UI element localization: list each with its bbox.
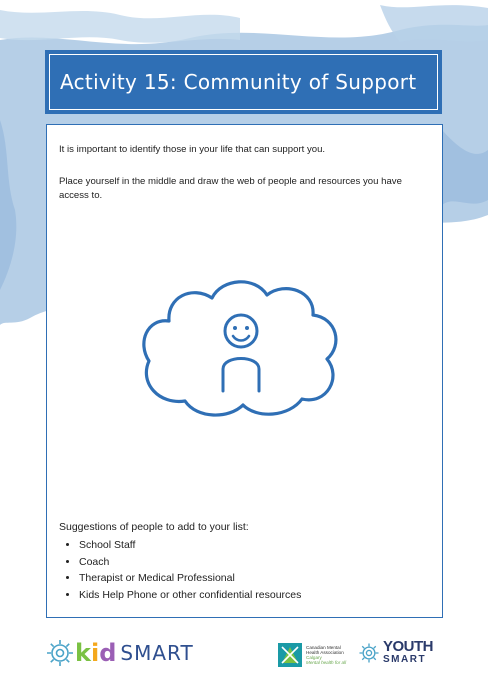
cmha-text-block [306,645,366,666]
activity-box [46,124,443,618]
cmha-logo [278,643,366,667]
cmha-name-line1: Canadian Mental [306,644,341,650]
list-item: • Coach [79,554,301,571]
list-item: • Kids Help Phone or other confidential resources [79,587,301,604]
youthsmart-line2: SMART [383,654,427,665]
list-item: • School Staff [79,537,301,554]
suggestions-heading: Suggestions of people to add to your list: [59,521,249,533]
kidsmart-logo [45,638,194,668]
youthsmart-wordmark [383,640,433,666]
gear-icon [45,638,75,668]
cloud-with-person-icon [137,273,342,423]
instruction-text: Place yourself in the middle and draw the web of people and resources you have access to. [59,176,402,201]
list-item: • Therapist or Medical Professional [79,570,301,587]
cmha-name-line2: Health Association [306,649,344,655]
cmha-icon [278,643,302,667]
page-title: Activity 15: Community of Support [60,70,417,94]
cmha-tagline: Mental health for all [306,660,347,666]
cmha-branch: Calgary [306,655,322,660]
kidsmart-letter-k: k [75,639,91,667]
kidsmart-wordmark: SMART [120,641,194,665]
youthsmart-logo [358,640,433,666]
title-frame [49,54,438,110]
kidsmart-letter-d: d [99,639,117,667]
kidsmart-letter-i: i [90,639,100,667]
title-banner [45,50,442,114]
intro-text: It is important to identify those in your life that can support you. [59,144,326,155]
youthsmart-line1: YOUTH [383,638,433,655]
gear-icon [358,642,380,664]
suggestions-list [59,537,301,603]
